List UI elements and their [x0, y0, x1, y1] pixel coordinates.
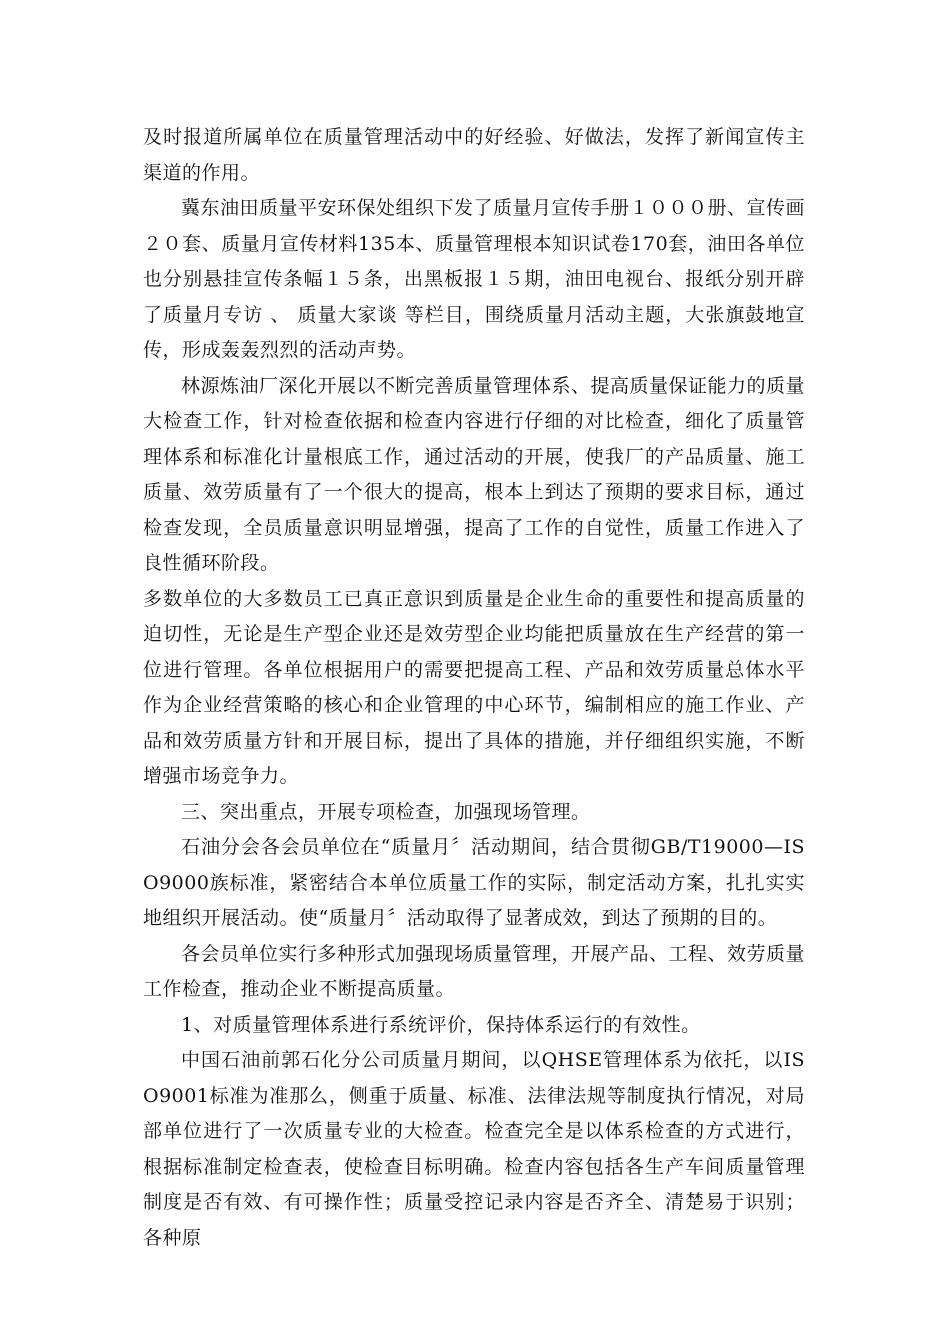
paragraph-6: 各会员单位实行多种形式加强现场质量管理，开展产品、工程、效劳质量工作检查，推动企业不断提高质量。	[143, 942, 806, 1000]
paragraph-1: 及时报道所属单位在质量管理活动中的好经验、好做法，发挥了新闻宣传主渠道的作用。	[143, 126, 805, 184]
document-body	[143, 120, 805, 1256]
section-heading-3: 三、突出重点，开展专项检查，加强现场管理。	[181, 800, 591, 823]
paragraph-5: 石油分会各会员单位在“质量月〞活动期间，结合贯彻GB/T19000—ISO9000族标准，紧密结合本单位质量工作的实际，制定活动方案，扎扎实实地组织开展活动。使“质量月〞活动取得了显著成效，到达了预期的目的。	[143, 836, 805, 929]
paragraph-7: 中国石油前郭石化分公司质量月期间，以QHSE管理体系为依托，以ISO9001标准为准那么，侧重于质量、标准、法律法规等制度执行情况，对局部单位进行了一次质量专业的大检查。检查完全是以体系检查的方式进行，根据标准制定检查表，使检查目标明确。检查内容包括各生产车间质量管理制度是否有效、有可操作性；质量受控记录内容是否齐全、清楚易于识别；各种原	[143, 1049, 805, 1249]
paragraph-4: 多数单位的大多数员工已真正意识到质量是企业生命的重要性和提高质量的迫切性，无论是生产型企业还是效劳型企业均能把质量放在生产经营的第一位进行管理。各单位根据用户的需要把提高工程、产品和效劳质量总体水平作为企业经营策略的核心和企业管理的中心环节，编制相应的施工作业、产品和效劳质量方针和开展目标，提出了具体的措施，并仔细组织实施，不断增强市场竞争力。	[143, 587, 805, 787]
paragraph-2: 冀东油田质量平安环保处组织下发了质量月宣传手册１０００册、宣传画２０套、质量月宣传材料135本、质量管理根本知识试卷170套，油田各单位也分别悬挂宣传条幅１５条，出黑板报１５期，油田电视台、报纸分别开辟了质量月专访 、 质量大家谈 等栏目，围绕质量月活动主题，大张旗鼓地宣传，形成轰轰烈烈的活动声势。	[143, 197, 806, 361]
subheading-1: 1、对质量管理体系进行系统评价，保持体系运行的有效性。	[181, 1013, 701, 1036]
paragraph-3: 林源炼油厂深化开展以不断完善质量管理体系、提高质量保证能力的质量大检查工作，针对检查依据和检查内容进行仔细的对比检查，细化了质量管理体系和标准化计量根底工作，通过活动的开展，使我厂的产品质量、施工质量、效劳质量有了一个很大的提高，根本上到达了预期的要求目标，通过检查发现，全员质量意识明显增强，提高了工作的自觉性，质量工作进入了良性循环阶段。	[143, 374, 806, 574]
